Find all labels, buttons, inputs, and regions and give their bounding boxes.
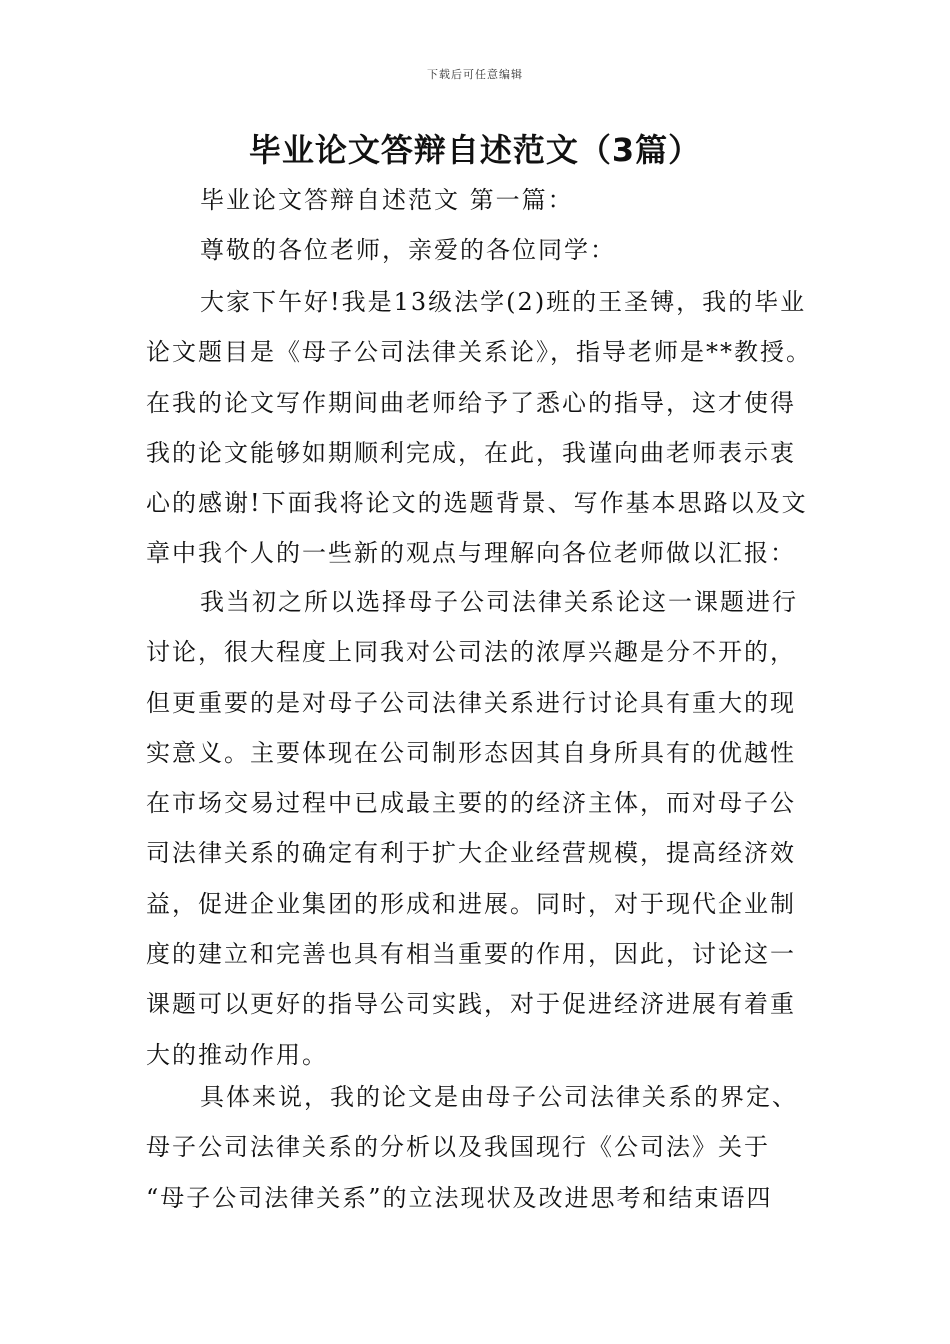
paragraph-line: 在市场交易过程中已成最主要的的经济主体，而对母子公 xyxy=(146,789,796,818)
paragraph-line: 我的论文能够如期顺利完成，在此，我谨向曲老师表示衷 xyxy=(146,438,796,467)
paragraph-topic-background xyxy=(146,577,826,1080)
paragraph-line: 司法律关系的确定有利于扩大企业经营规模，提高经济效 xyxy=(146,839,796,868)
paragraph-line: 心的感谢!下面我将论文的选题背景、写作基本思路以及文 xyxy=(146,489,808,518)
paragraph-line: 讨论，很大程度上同我对公司法的浓厚兴趣是分不开的， xyxy=(146,638,796,667)
document-title: 毕业论文答辩自述范文（3篇） xyxy=(248,131,702,169)
greeting-line: 尊敬的各位老师，亲爱的各位同学： xyxy=(200,236,616,264)
paragraph-line: “母子公司法律关系”的立法现状及改进思考和结束语四 xyxy=(146,1183,773,1212)
paragraph-line: 章中我个人的一些新的观点与理解向各位老师做以汇报： xyxy=(146,539,796,568)
header-note: 下载后可任意编辑 xyxy=(427,68,523,81)
paragraph-line: 度的建立和完善也具有相当重要的作用，因此，讨论这一 xyxy=(146,940,796,969)
paragraph-line: 在我的论文写作期间曲老师给予了悉心的指导，这才使得 xyxy=(146,388,796,417)
paragraph-line: 但更重要的是对母子公司法律关系进行讨论具有重大的现 xyxy=(146,688,796,717)
paragraph-line: 具体来说，我的论文是由母子公司法律关系的界定、 xyxy=(200,1083,798,1111)
paragraph-line: 大的推动作用。 xyxy=(146,1040,328,1069)
paragraph-line: 课题可以更好的指导公司实践，对于促进经济进展有着重 xyxy=(146,990,796,1019)
paragraph-line: 大家下午好!我是13级法学(2)班的王圣镈，我的毕业 xyxy=(200,288,807,316)
paragraph-structure xyxy=(146,1072,826,1223)
paragraph-line: 益，促进企业集团的形成和进展。同时，对于现代企业制 xyxy=(146,889,796,918)
paragraph-line: 我当初之所以选择母子公司法律关系论这一课题进行 xyxy=(200,588,798,616)
paragraph-introduction xyxy=(146,277,826,579)
paragraph-line: 论文题目是《母子公司法律关系论》，指导老师是**教授。 xyxy=(146,338,812,367)
section-heading: 毕业论文答辩自述范文 第一篇： xyxy=(200,186,574,214)
paragraph-line: 实意义。主要体现在公司制形态因其自身所具有的优越性 xyxy=(146,738,796,767)
paragraph-line: 母子公司法律关系的分析以及我国现行《公司法》关于 xyxy=(146,1133,770,1162)
